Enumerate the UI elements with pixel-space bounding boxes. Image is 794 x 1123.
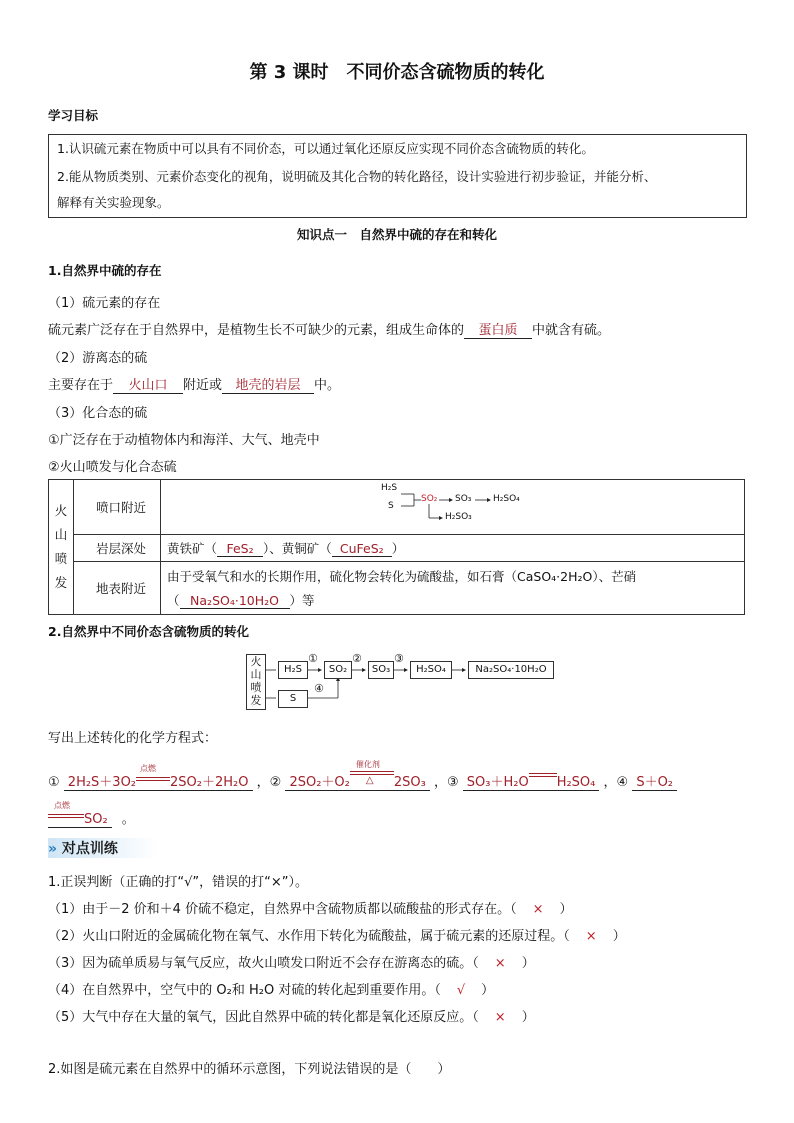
sub1: （1）硫元素的存在 — [48, 296, 161, 311]
flow-so3: SO₃ — [368, 661, 394, 679]
row-label-surface: 地表附近 — [74, 562, 161, 615]
row-label-vent: 喷口附近 — [74, 480, 161, 535]
equation-4-left: S＋O₂ — [632, 771, 677, 791]
equation-3: SO₃＋H₂O H₂SO₄ — [463, 771, 600, 791]
q1-4: （4）在自然界中，空气中的 O₂和 H₂O 对硫的转化起到重要作用。（ √ ） — [48, 983, 495, 998]
equation-1: 2H₂S＋3O₂ 点燃 2SO₂＋2H₂O — [64, 771, 253, 791]
flow-s: S — [278, 690, 308, 708]
answer-crust: 地壳的岩层 — [222, 378, 314, 394]
item2: ②火山喷发与化合态硫 — [48, 460, 177, 475]
row-deep-content: 黄铁矿（ FeS₂ ）、黄铜矿（ CuFeS₂ ） — [161, 535, 745, 562]
equations-row: ① 2H₂S＋3O₂ 点燃 2SO₂＋2H₂O ，② 2SO₂＋O₂ 催化剂 △ 2SO₃ ，③ SO₃＋H₂O H₂SO₄ ，④ S＋O₂ — [48, 771, 677, 791]
knowledge-point-title: 知识点一 自然界中硫的存在和转化 — [296, 227, 497, 242]
sub3: （3）化合态的硫 — [48, 406, 148, 421]
goals-heading: 学习目标 — [48, 108, 99, 123]
flow-salt: Na₂SO₄·10H₂O — [468, 661, 554, 679]
section1-heading: 1.自然界中硫的存在 — [48, 263, 162, 278]
answer-cufes2: CuFeS₂ — [332, 541, 392, 557]
q1: 1.正误判断（正确的打“√”，错误的打“×”）。 — [48, 875, 309, 890]
equation-4-cont: 点燃 SO₂ 。 — [48, 808, 135, 828]
sub2: （2）游离态的硫 — [48, 351, 148, 366]
sulfur-flow-diagram: 火山喷发 H₂S SO₂ SO₃ H₂SO₄ Na₂SO₄·10H₂O S ① ② ③ ④ — [246, 652, 556, 714]
flow-h2so4: H₂SO₄ — [410, 661, 452, 679]
q1-1: （1）由于－2 价和＋4 价硫不稳定，自然界中含硫物质都以硫酸盐的形式存在。（ × ） — [48, 902, 573, 917]
page-title: 第 3 课时 不同价态含硫物质的转化 — [249, 62, 545, 83]
q1-2: （2）火山口附近的金属硫化物在氧气、水作用下转化为硫酸盐，属于硫元素的还原过程。（ × ） — [48, 929, 626, 944]
answer-volcano: 火山口 — [113, 378, 183, 394]
answer-fes2: FeS₂ — [217, 541, 263, 557]
row-label-deep: 岩层深处 — [74, 535, 161, 562]
vent-diagram-cell: H₂S S SO₂ SO₃ H₂SO₄ H₂SO₃ — [161, 480, 745, 535]
flow-h2s: H₂S — [278, 661, 308, 679]
equation-prompt: 写出上述转化的化学方程式： — [48, 731, 218, 746]
col-volcano: 火山喷发 — [49, 480, 74, 615]
flow-volcano: 火山喷发 — [246, 654, 266, 710]
section2-heading: 2.自然界中不同价态含硫物质的转化 — [48, 624, 249, 639]
answer-protein: 蛋白质 — [464, 323, 532, 339]
flow-so2: SO₂ — [324, 661, 352, 679]
answer-glauber-salt: Na₂SO₄·10H₂O — [180, 593, 290, 609]
q1-3: （3）因为硫单质易与氧气反应，故火山喷发口附近不会存在游离态的硫。（ × ） — [48, 956, 535, 971]
practice-tag: » 对点训练 — [48, 841, 118, 857]
goal-line-3: 解释有关实验现象。 — [57, 195, 170, 210]
equation-2: 2SO₂＋O₂ 催化剂 △ 2SO₃ — [285, 771, 429, 791]
double-chevron-icon: » — [48, 841, 58, 857]
goals-box — [48, 134, 747, 218]
text1: 硫元素广泛存在于自然界中，是植物生长不可缺少的元素，组成生命体的 蛋白质 中就含有硫。 — [48, 323, 611, 338]
q2: 2.如图是硫元素在自然界中的循环示意图，下列说法错误的是（ ） — [48, 1062, 451, 1077]
q1-5: （5）大气中存在大量的氧气，因此自然界中硫的转化都是氧化还原反应。（ × ） — [48, 1010, 535, 1025]
volcano-table — [48, 479, 745, 615]
text2: 主要存在于 火山口 附近或 地壳的岩层 中。 — [48, 378, 341, 393]
goal-line-2: 2.能从物质类别、元素价态变化的视角，说明硫及其化合物的转化路径，设计实验进行初步验证，并能分析、 — [57, 169, 657, 184]
item1: ①广泛存在于动植物体内和海洋、大气、地壳中 — [48, 433, 320, 448]
goal-line-1: 1.认识硫元素在物质中可以具有不同价态，可以通过氧化还原反应实现不同价态含硫物质的转化。 — [57, 141, 594, 156]
row-surface-content: 由于受氧气和水的长期作用，硫化物会转化为硫酸盐，如石膏（CaSO₄·2H₂O）、芒硝 （ Na₂SO₄·10H₂O ）等 — [161, 562, 745, 615]
